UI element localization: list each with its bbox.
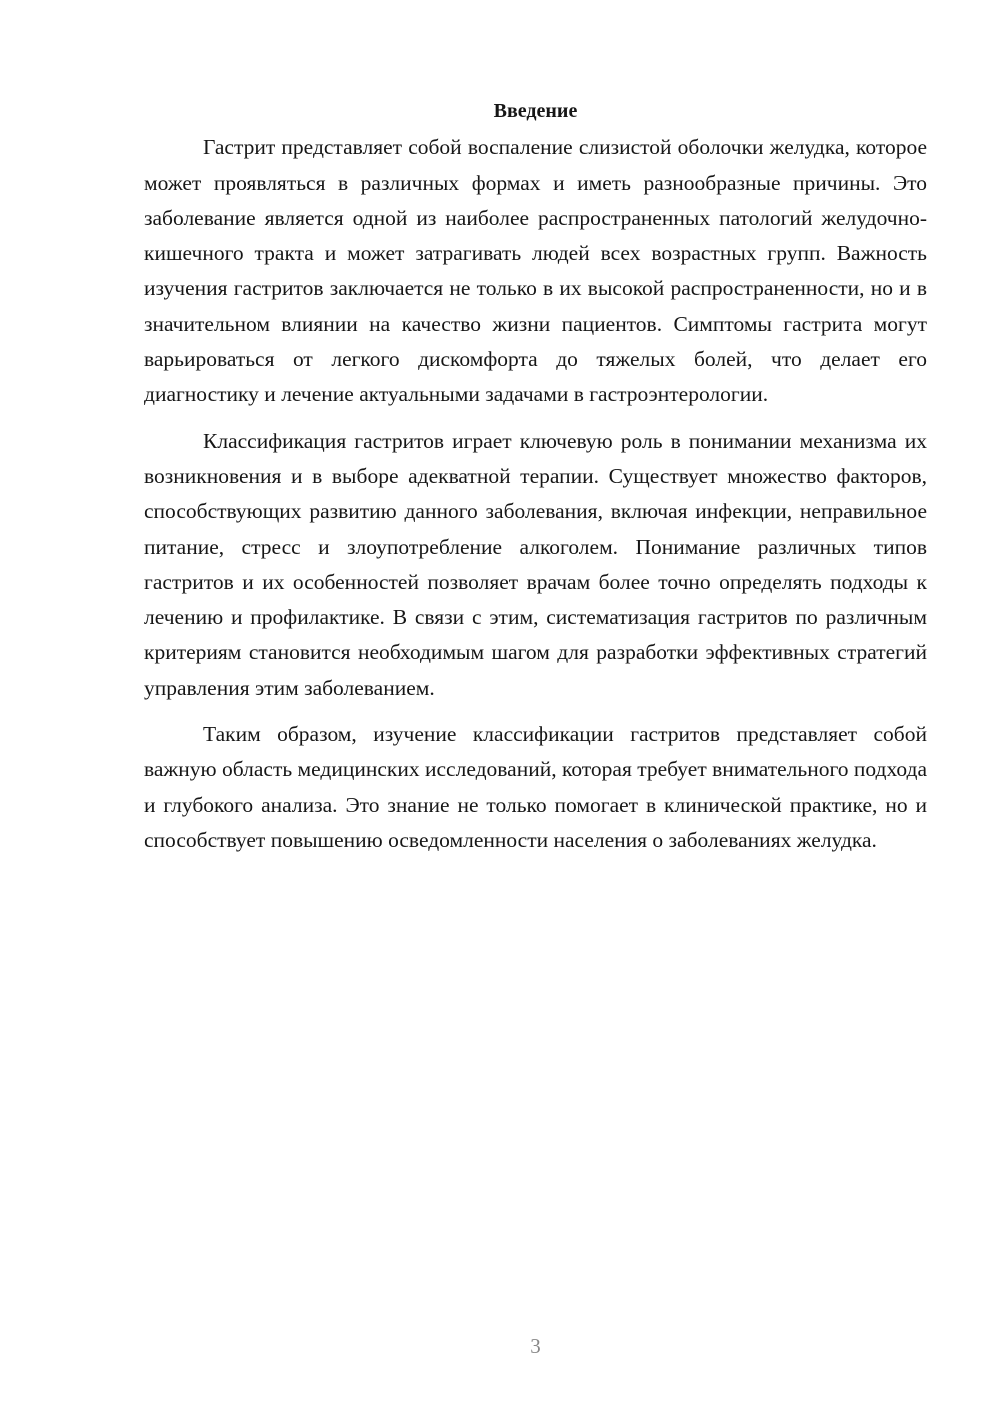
paragraph-3: Таким образом, изучение классификации гастритов представляет собой важную область медицинских исследований, которая требует внимательного подхода и глубокого анализа. Это знание не только помогает в клинической практике, но и способствует повышению осведомленности населения о заболеваниях желудка. [144,722,927,852]
page-number: 3 [530,1334,541,1358]
section-heading: Введение [493,100,578,122]
paragraph-1: Гастрит представляет собой воспаление слизистой оболочки желудка, которое может проявляться в различных формах и иметь разнообразные причины. Это заболевание является одной из наиболее распространенных патологий желудочно-кишечного тракта и может затрагивать людей всех возрастных групп. Важность изучения гастритов заключается не только в их высокой распространенности, но и в значительном влиянии на качество жизни пациентов. Симптомы гастрита могут варьироваться от легкого дискомфорта до тяжелых болей, что делает его диагностику и лечение актуальными задачами в гастроэнтерологии. [144,135,927,407]
page-content [144,94,927,858]
paragraph-2: Классификация гастритов играет ключевую роль в понимании механизма их возникновения и в выборе адекватной терапии. Существует множество факторов, способствующих развитию данного заболевания, включая инфекции, неправильное питание, стресс и злоупотребление алкоголем. Понимание различных типов гастритов и их особенностей позволяет врачам более точно определять подходы к лечению и профилактике. В связи с этим, систематизация гастритов по различным критериям становится необходимым шагом для разработки эффективных стратегий управления этим заболеванием. [144,428,927,700]
